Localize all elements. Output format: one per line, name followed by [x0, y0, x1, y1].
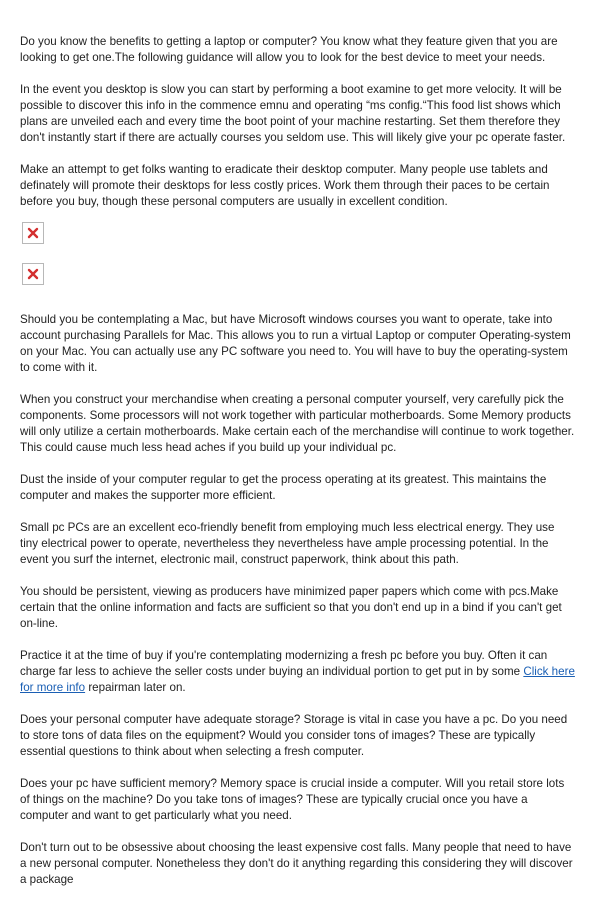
paragraph: Dust the inside of your computer regular to get the process operating at its greatest. This maintains the computer and makes the supporter more efficient.	[20, 473, 547, 502]
paragraph: Small pc PCs are an excellent eco-friendly benefit from employing much less electrical energy. They use tiny electrical power to operate, nevertheless they nevertheless have ample processing potential. In the event you surf the internet, electronic mail, construct paperwork, think about this path.	[20, 521, 555, 566]
paragraph: Does your pc have sufficient memory? Memory space is crucial inside a computer. Will you retail store lots of things on the machine? Do you take tons of images? These are typically crucial once you have a computer and want to get particularly what you need.	[20, 777, 565, 822]
paragraph: Don't turn out to be obsessive about choosing the least expensive cost falls. Many people that need to have a new personal computer. Nonetheless they don't do it anything regarding this considering they will discover a package	[20, 841, 573, 886]
click-here-link[interactable]: Click here for more info	[20, 665, 575, 694]
link-paragraph-after: repairman later on.	[85, 681, 186, 694]
broken-image-icon	[27, 227, 39, 239]
broken-image-placeholder	[22, 263, 44, 285]
paragraph: Should you be contemplating a Mac, but have Microsoft windows courses you want to operate, take into account purchasing Parallels for Mac. This allows you to run a virtual Laptop or computer Operating-system on your Mac. You can actually use any PC software you need to. You will have to buy the operating-system to come with it.	[20, 313, 571, 374]
paragraph: Make an attempt to get folks wanting to eradicate their desktop computer. Many people use tablets and definately will promote their desktops for less costly prices. Work them through their paces to be certain before you buy, though these personal computers are usually in excellent condition.	[20, 163, 550, 208]
paragraph: In the event you desktop is slow you can start by performing a boot examine to get more velocity. It will be possible to discover this info in the commence emnu and operating “ms config.“This food list shows which plans are unveiled each and every time the boot point of your machine restarting. Set them therefore they don't instantly start if there are actually courses you seldom use. This will likely give your pc operate faster.	[20, 83, 566, 144]
paragraph: When you construct your merchandise when creating a personal computer yourself, very carefully pick the components. Some processors will not work together with particular motherboards. Some Memory products will only utilize a certain motherboards. Make certain each of the merchandise will continue to work together. This could cause much less head aches if you build up your individual pc.	[20, 393, 575, 454]
paragraph-with-link	[20, 648, 575, 696]
broken-image-icon	[27, 268, 39, 280]
paragraph: You should be persistent, viewing as producers have minimized paper papers which come with pcs.Make certain that the online information and facts are sufficient so that you don't end up in a bind if you can't get on-line.	[20, 585, 562, 630]
link-paragraph-before: Practice it at the time of buy if you're contemplating modernizing a fresh pc before you buy. Often it can charge far less to achieve the seller costs under buying an individual portion to get put in by some	[20, 649, 548, 678]
article-body	[20, 34, 575, 904]
broken-image-placeholder	[22, 222, 44, 244]
paragraph: Do you know the benefits to getting a laptop or computer? You know what they feature given that you are looking to get one.The following guidance will allow you to look for the best device to meet your needs.	[20, 35, 558, 64]
paragraph: Does your personal computer have adequate storage? Storage is vital in case you have a pc. Do you need to store tons of data files on the equipment? Would you consider tons of images? These are typically essential questions to think about when selecting a fresh computer.	[20, 713, 568, 758]
